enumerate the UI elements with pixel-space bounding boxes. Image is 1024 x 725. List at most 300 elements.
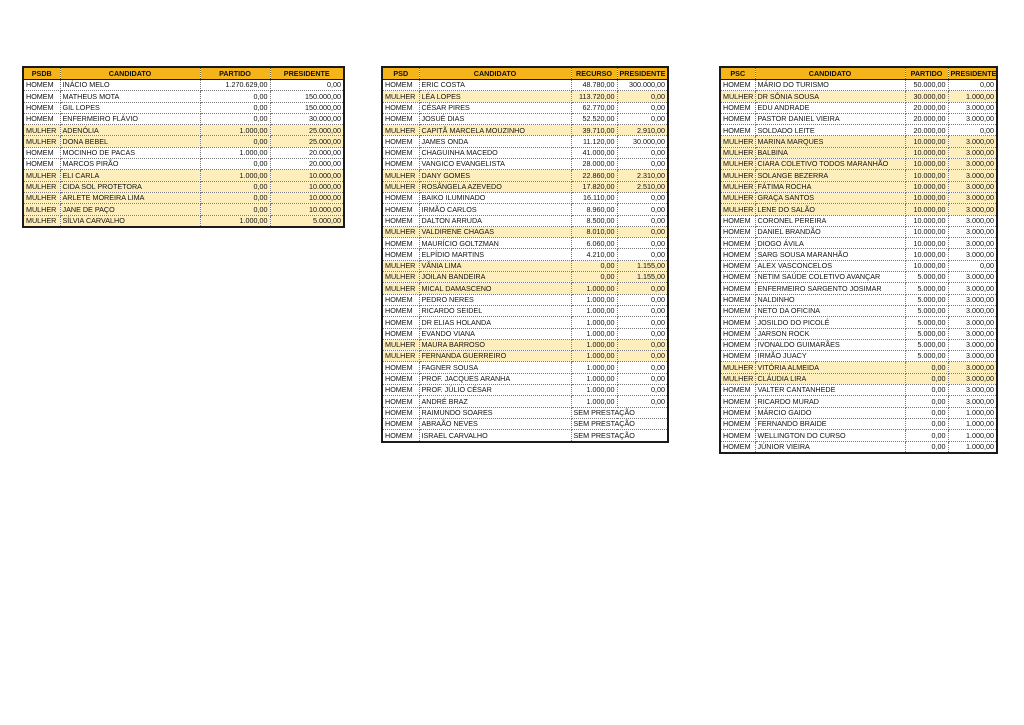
candidate-cell: FERNANDA GUERREIRO xyxy=(419,351,571,362)
candidate-cell: PEDRO NERES xyxy=(419,294,571,305)
amount-cell: 0,00 xyxy=(200,192,270,203)
candidate-cell: PROF. JÚLIO CÉSAR xyxy=(419,385,571,396)
table-row xyxy=(23,215,344,227)
gender-cell: HOMEM xyxy=(720,80,755,91)
amount-header: RECURSO xyxy=(571,67,617,80)
amount-cell: 16.110,00 xyxy=(571,192,617,203)
candidate-cell: MARINA MARQUES xyxy=(755,136,905,147)
candidate-cell: DALTON ARRUDA xyxy=(419,215,571,226)
gender-cell: HOMEM xyxy=(720,418,755,429)
candidate-cell: NALDINHO xyxy=(755,294,905,305)
gender-cell: HOMEM xyxy=(23,113,60,124)
amount-cell: 1.000,00 xyxy=(200,147,270,158)
candidate-cell: FERNANDO BRAIDE xyxy=(755,418,905,429)
amount-cell: 0,00 xyxy=(200,136,270,147)
amount-cell: 10.000,00 xyxy=(905,226,948,237)
candidate-header: CANDIDATO xyxy=(755,67,905,80)
president-amount-cell: 0,00 xyxy=(617,351,668,362)
amount-cell: 5.000,00 xyxy=(905,317,948,328)
amount-cell: 10.000,00 xyxy=(905,136,948,147)
candidate-cell: ISRAEL CARVALHO xyxy=(419,430,571,442)
candidate-cell: JOSILDO DO PICOLÉ xyxy=(755,317,905,328)
president-amount-cell: 0,00 xyxy=(617,385,668,396)
psdb-table xyxy=(22,66,345,228)
amount-cell: 5.000,00 xyxy=(905,283,948,294)
amount-cell: 48.780,00 xyxy=(571,80,617,91)
gender-cell: HOMEM xyxy=(720,305,755,316)
president-amount-cell: 1.000,00 xyxy=(948,441,997,453)
table-row xyxy=(382,136,668,147)
header-row xyxy=(720,67,997,80)
amount-cell: 8.010,00 xyxy=(571,226,617,237)
gender-cell: HOMEM xyxy=(382,328,419,339)
president-amount-cell: 3.000,00 xyxy=(948,226,997,237)
president-amount-cell: 1.000,00 xyxy=(948,430,997,441)
amount-cell: SEM PRESTAÇÃO xyxy=(571,430,668,442)
candidate-cell: LENE DO SALÃO xyxy=(755,204,905,215)
candidate-cell: IRMÃO JUACY xyxy=(755,351,905,362)
table-row xyxy=(720,147,997,158)
gender-cell: HOMEM xyxy=(720,113,755,124)
gender-cell: HOMEM xyxy=(720,272,755,283)
table-row xyxy=(382,328,668,339)
candidate-cell: RICARDO MURAD xyxy=(755,396,905,407)
candidate-cell: IVONALDO GUIMARÃES xyxy=(755,339,905,350)
candidate-cell: IRMÃO CARLOS xyxy=(419,204,571,215)
table-row xyxy=(720,283,997,294)
table-row xyxy=(382,159,668,170)
table-row xyxy=(23,113,344,124)
president-amount-cell: 0,00 xyxy=(617,113,668,124)
gender-cell: MULHER xyxy=(720,373,755,384)
amount-cell: 30.000,00 xyxy=(905,91,948,102)
table-row xyxy=(23,91,344,102)
president-amount-cell: 3.000,00 xyxy=(948,249,997,260)
president-amount-cell: 3.000,00 xyxy=(948,215,997,226)
table-row xyxy=(720,362,997,373)
candidate-cell: CAPITÃ MARCELA MOUZINHO xyxy=(419,125,571,136)
amount-cell: 0,00 xyxy=(905,418,948,429)
gender-cell: HOMEM xyxy=(382,418,419,429)
amount-cell: 10.000,00 xyxy=(905,170,948,181)
gender-cell: HOMEM xyxy=(382,192,419,203)
president-amount-cell: 3.000,00 xyxy=(948,317,997,328)
gender-cell: HOMEM xyxy=(720,385,755,396)
amount-cell: 10.000,00 xyxy=(905,215,948,226)
amount-cell: 1.000,00 xyxy=(571,396,617,407)
amount-cell: 0,00 xyxy=(905,373,948,384)
table-row xyxy=(720,125,997,136)
amount-cell: 10.000,00 xyxy=(905,204,948,215)
header-row xyxy=(23,67,344,80)
amount-cell: 1.000,00 xyxy=(200,215,270,227)
amount-cell: 6.060,00 xyxy=(571,238,617,249)
president-amount-cell: 300.000,00 xyxy=(617,80,668,91)
table-row xyxy=(720,192,997,203)
candidate-cell: ADENÓLIA xyxy=(60,125,200,136)
candidate-cell: DR SÔNIA SOUSA xyxy=(755,91,905,102)
gender-cell: HOMEM xyxy=(720,215,755,226)
gender-cell: HOMEM xyxy=(382,80,419,91)
gender-cell: HOMEM xyxy=(382,113,419,124)
candidate-cell: ARLETE MOREIRA LIMA xyxy=(60,192,200,203)
amount-cell: 0,00 xyxy=(200,181,270,192)
president-amount-cell: 0,00 xyxy=(617,373,668,384)
table-row xyxy=(720,396,997,407)
candidate-cell: ERIC COSTA xyxy=(419,80,571,91)
candidate-cell: CLÁUDIA LIRA xyxy=(755,373,905,384)
table-row xyxy=(720,373,997,384)
candidate-cell: BAIKO ILUMINADO xyxy=(419,192,571,203)
gender-cell: HOMEM xyxy=(382,204,419,215)
candidate-cell: VALTER CANTANHEDE xyxy=(755,385,905,396)
table-row xyxy=(720,91,997,102)
president-amount-cell: 0,00 xyxy=(948,80,997,91)
candidate-cell: ENFERMEIRO SARGENTO JOSIMAR xyxy=(755,283,905,294)
amount-cell: 1.000,00 xyxy=(571,305,617,316)
gender-cell: MULHER xyxy=(720,181,755,192)
president-amount-cell: 1.000,00 xyxy=(948,418,997,429)
table-row xyxy=(382,385,668,396)
president-amount-cell: 0,00 xyxy=(617,215,668,226)
amount-cell: 5.000,00 xyxy=(905,339,948,350)
gender-cell: HOMEM xyxy=(720,407,755,418)
president-amount-cell: 2.510,00 xyxy=(617,181,668,192)
gender-cell: HOMEM xyxy=(382,294,419,305)
gender-cell: HOMEM xyxy=(720,430,755,441)
gender-cell: MULHER xyxy=(23,170,60,181)
president-amount-cell: 0,00 xyxy=(617,305,668,316)
candidate-cell: DIOGO ÁVILA xyxy=(755,238,905,249)
candidate-cell: MAURÍCIO GOLTZMAN xyxy=(419,238,571,249)
president-amount-cell: 20.000,00 xyxy=(270,147,344,158)
candidate-cell: RAIMUNDO SOARES xyxy=(419,407,571,418)
amount-cell: 20.000,00 xyxy=(905,113,948,124)
president-amount-cell: 2.310,00 xyxy=(617,170,668,181)
candidate-cell: ELI CARLA xyxy=(60,170,200,181)
candidate-cell: JANE DE PAÇO xyxy=(60,204,200,215)
president-amount-cell: 0,00 xyxy=(617,192,668,203)
president-amount-cell: 0,00 xyxy=(617,328,668,339)
amount-cell: SEM PRESTAÇÃO xyxy=(571,418,668,429)
table-row xyxy=(23,181,344,192)
candidate-cell: GIL LOPES xyxy=(60,102,200,113)
table-row xyxy=(382,226,668,237)
president-amount-cell: 3.000,00 xyxy=(948,396,997,407)
candidate-cell: ENFERMEIRO FLÁVIO xyxy=(60,113,200,124)
president-amount-cell: 3.000,00 xyxy=(948,339,997,350)
table-row xyxy=(720,170,997,181)
candidate-header: CANDIDATO xyxy=(419,67,571,80)
gender-cell: MULHER xyxy=(720,362,755,373)
president-amount-cell: 3.000,00 xyxy=(948,283,997,294)
table-row xyxy=(720,102,997,113)
gender-cell: HOMEM xyxy=(720,238,755,249)
president-amount-cell: 3.000,00 xyxy=(948,181,997,192)
table-row xyxy=(720,407,997,418)
president-amount-cell: 0,00 xyxy=(617,226,668,237)
gender-cell: MULHER xyxy=(23,136,60,147)
gender-cell: HOMEM xyxy=(23,80,60,91)
table-row xyxy=(382,430,668,442)
amount-cell: 1.000,00 xyxy=(571,283,617,294)
gender-cell: HOMEM xyxy=(382,147,419,158)
gender-cell: HOMEM xyxy=(720,396,755,407)
president-amount-cell: 1.155,00 xyxy=(617,272,668,283)
amount-cell: 10.000,00 xyxy=(905,249,948,260)
amount-cell: 62.770,00 xyxy=(571,102,617,113)
president-amount-cell: 1.000,00 xyxy=(948,407,997,418)
amount-cell: 5.000,00 xyxy=(905,305,948,316)
candidate-cell: MICAL DAMASCENO xyxy=(419,283,571,294)
gender-cell: MULHER xyxy=(382,91,419,102)
candidate-cell: DONA BEBEL xyxy=(60,136,200,147)
gender-cell: HOMEM xyxy=(720,125,755,136)
president-amount-cell: 3.000,00 xyxy=(948,204,997,215)
table-row xyxy=(382,102,668,113)
president-amount-cell: 3.000,00 xyxy=(948,362,997,373)
amount-cell: 0,00 xyxy=(571,260,617,271)
gender-cell: HOMEM xyxy=(720,441,755,453)
table-row xyxy=(382,396,668,407)
gender-cell: HOMEM xyxy=(382,102,419,113)
gender-cell: HOMEM xyxy=(382,136,419,147)
amount-cell: 0,00 xyxy=(571,272,617,283)
gender-cell: MULHER xyxy=(23,204,60,215)
president-amount-cell: 0,00 xyxy=(617,362,668,373)
gender-cell: HOMEM xyxy=(720,328,755,339)
president-amount-cell: 3.000,00 xyxy=(948,113,997,124)
president-amount-cell: 0,00 xyxy=(617,283,668,294)
candidate-header: CANDIDATO xyxy=(60,67,200,80)
amount-cell: 0,00 xyxy=(905,430,948,441)
table-row xyxy=(720,80,997,91)
table-row xyxy=(23,204,344,215)
candidate-cell: LÉA LOPES xyxy=(419,91,571,102)
amount-cell: 17.820,00 xyxy=(571,181,617,192)
amount-cell: 113.720,00 xyxy=(571,91,617,102)
table-row xyxy=(720,328,997,339)
gender-cell: HOMEM xyxy=(382,407,419,418)
amount-cell: 41.000,00 xyxy=(571,147,617,158)
president-amount-cell: 0,00 xyxy=(617,339,668,350)
candidate-cell: PROF. JACQUES ARANHA xyxy=(419,373,571,384)
amount-cell: 39.710,00 xyxy=(571,125,617,136)
table-row xyxy=(23,125,344,136)
table-row xyxy=(382,204,668,215)
president-header: PRESIDENTE xyxy=(948,67,997,80)
gender-cell: MULHER xyxy=(382,339,419,350)
amount-cell: 10.000,00 xyxy=(905,159,948,170)
amount-cell: 0,00 xyxy=(200,204,270,215)
candidate-cell: EVANDO VIANA xyxy=(419,328,571,339)
president-header: PRESIDENTE xyxy=(617,67,668,80)
president-amount-cell: 0,00 xyxy=(617,102,668,113)
gender-cell: HOMEM xyxy=(720,351,755,362)
candidate-cell: NETIM SAÚDE COLETIVO AVANÇAR xyxy=(755,272,905,283)
gender-cell: HOMEM xyxy=(382,215,419,226)
party-header: PSC xyxy=(720,67,755,80)
table-row xyxy=(382,283,668,294)
president-amount-cell: 0,00 xyxy=(948,260,997,271)
president-header: PRESIDENTE xyxy=(270,67,344,80)
president-amount-cell: 0,00 xyxy=(617,294,668,305)
president-amount-cell: 30.000,00 xyxy=(270,113,344,124)
table-row xyxy=(382,294,668,305)
gender-cell: MULHER xyxy=(23,181,60,192)
president-amount-cell: 10.000,00 xyxy=(270,192,344,203)
table-row xyxy=(720,226,997,237)
amount-cell: 20.000,00 xyxy=(905,102,948,113)
gender-cell: HOMEM xyxy=(720,294,755,305)
table-row xyxy=(382,91,668,102)
candidate-cell: MARCOS PIRÃO xyxy=(60,159,200,170)
amount-cell: 1.000,00 xyxy=(200,170,270,181)
president-amount-cell: 3.000,00 xyxy=(948,351,997,362)
president-amount-cell: 10.000,00 xyxy=(270,204,344,215)
president-amount-cell: 10.000,00 xyxy=(270,170,344,181)
candidate-cell: ALEX VASCONCELOS xyxy=(755,260,905,271)
president-amount-cell: 0,00 xyxy=(617,238,668,249)
amount-cell: 20.000,00 xyxy=(905,125,948,136)
president-amount-cell: 0,00 xyxy=(617,317,668,328)
table-row xyxy=(382,113,668,124)
gender-cell: MULHER xyxy=(382,272,419,283)
candidate-cell: MÁRCIO GAIDO xyxy=(755,407,905,418)
gender-cell: HOMEM xyxy=(382,238,419,249)
gender-cell: HOMEM xyxy=(720,226,755,237)
president-amount-cell: 3.000,00 xyxy=(948,136,997,147)
gender-cell: HOMEM xyxy=(382,430,419,442)
amount-cell: 1.000,00 xyxy=(571,373,617,384)
amount-cell: 8.500,00 xyxy=(571,215,617,226)
table-row xyxy=(720,272,997,283)
table-row xyxy=(382,407,668,418)
candidate-cell: VALDIRENE CHAGAS xyxy=(419,226,571,237)
gender-cell: MULHER xyxy=(382,351,419,362)
amount-cell: 1.270.629,00 xyxy=(200,80,270,91)
table-row xyxy=(382,215,668,226)
president-amount-cell: 10.000,00 xyxy=(270,181,344,192)
gender-cell: HOMEM xyxy=(23,147,60,158)
gender-cell: MULHER xyxy=(382,181,419,192)
candidate-cell: JARSON ROCK xyxy=(755,328,905,339)
candidate-cell: DANY GOMES xyxy=(419,170,571,181)
president-amount-cell: 3.000,00 xyxy=(948,159,997,170)
amount-cell: 1.000,00 xyxy=(200,125,270,136)
gender-cell: MULHER xyxy=(23,215,60,227)
psd-table xyxy=(381,66,669,443)
president-amount-cell: 0,00 xyxy=(617,159,668,170)
president-amount-cell: 0,00 xyxy=(617,91,668,102)
gender-cell: MULHER xyxy=(382,170,419,181)
president-amount-cell: 3.000,00 xyxy=(948,373,997,384)
candidate-cell: RICARDO SEIDEL xyxy=(419,305,571,316)
president-amount-cell: 150.000,00 xyxy=(270,91,344,102)
candidate-cell: NETO DA OFICINA xyxy=(755,305,905,316)
amount-cell: 1.000,00 xyxy=(571,385,617,396)
table-row xyxy=(23,136,344,147)
president-amount-cell: 0,00 xyxy=(617,204,668,215)
header-row xyxy=(382,67,668,80)
table-row xyxy=(720,294,997,305)
amount-cell: 1.000,00 xyxy=(571,317,617,328)
table-row xyxy=(382,80,668,91)
president-amount-cell: 5.000,00 xyxy=(270,215,344,227)
candidate-cell: CIARA COLETIVO TODOS MARANHÃO xyxy=(755,159,905,170)
table-row xyxy=(382,339,668,350)
table-row xyxy=(720,260,997,271)
table-row xyxy=(23,170,344,181)
gender-cell: HOMEM xyxy=(382,396,419,407)
gender-cell: MULHER xyxy=(720,147,755,158)
gender-cell: MULHER xyxy=(720,170,755,181)
president-amount-cell: 1.155,00 xyxy=(617,260,668,271)
amount-cell: SEM PRESTAÇÃO xyxy=(571,407,668,418)
gender-cell: MULHER xyxy=(720,192,755,203)
table-row xyxy=(23,80,344,91)
table-row xyxy=(382,373,668,384)
gender-cell: HOMEM xyxy=(382,249,419,260)
amount-cell: 5.000,00 xyxy=(905,294,948,305)
candidate-cell: ROSÂNGELA AZEVEDO xyxy=(419,181,571,192)
gender-cell: MULHER xyxy=(720,136,755,147)
amount-cell: 0,00 xyxy=(200,159,270,170)
amount-cell: 10.000,00 xyxy=(905,238,948,249)
president-amount-cell: 3.000,00 xyxy=(948,294,997,305)
table-row xyxy=(382,249,668,260)
candidate-cell: FAGNER SOUSA xyxy=(419,362,571,373)
candidate-cell: MOCINHO DE PACAS xyxy=(60,147,200,158)
amount-cell: 10.000,00 xyxy=(905,260,948,271)
amount-cell: 0,00 xyxy=(905,362,948,373)
gender-cell: MULHER xyxy=(382,260,419,271)
amount-cell: 0,00 xyxy=(200,102,270,113)
amount-cell: 52.520,00 xyxy=(571,113,617,124)
gender-cell: HOMEM xyxy=(23,91,60,102)
psc-table xyxy=(719,66,998,454)
amount-cell: 50.000,00 xyxy=(905,80,948,91)
gender-cell: HOMEM xyxy=(382,385,419,396)
table-row xyxy=(382,181,668,192)
candidate-cell: WELLINGTON DO CURSO xyxy=(755,430,905,441)
president-amount-cell: 25.000,00 xyxy=(270,136,344,147)
candidate-cell: MÁRIO DO TURISMO xyxy=(755,80,905,91)
gender-cell: MULHER xyxy=(382,283,419,294)
table-row xyxy=(382,238,668,249)
table-row xyxy=(720,351,997,362)
candidate-cell: SARG SOUSA MARANHÃO xyxy=(755,249,905,260)
amount-cell: 28.000,00 xyxy=(571,159,617,170)
candidate-cell: INÁCIO MELO xyxy=(60,80,200,91)
gender-cell: HOMEM xyxy=(720,249,755,260)
table-row xyxy=(23,147,344,158)
amount-cell: 0,00 xyxy=(905,385,948,396)
candidate-cell: GRAÇA SANTOS xyxy=(755,192,905,203)
amount-cell: 0,00 xyxy=(905,396,948,407)
table-row xyxy=(382,317,668,328)
party-header: PSDB xyxy=(23,67,60,80)
gender-cell: MULHER xyxy=(720,159,755,170)
table-row xyxy=(382,192,668,203)
table-row xyxy=(23,159,344,170)
table-row xyxy=(23,102,344,113)
table-row xyxy=(720,136,997,147)
candidate-cell: VANGICO EVANGELISTA xyxy=(419,159,571,170)
table-row xyxy=(720,181,997,192)
candidate-cell: SOLDADO LEITE xyxy=(755,125,905,136)
gender-cell: HOMEM xyxy=(382,362,419,373)
